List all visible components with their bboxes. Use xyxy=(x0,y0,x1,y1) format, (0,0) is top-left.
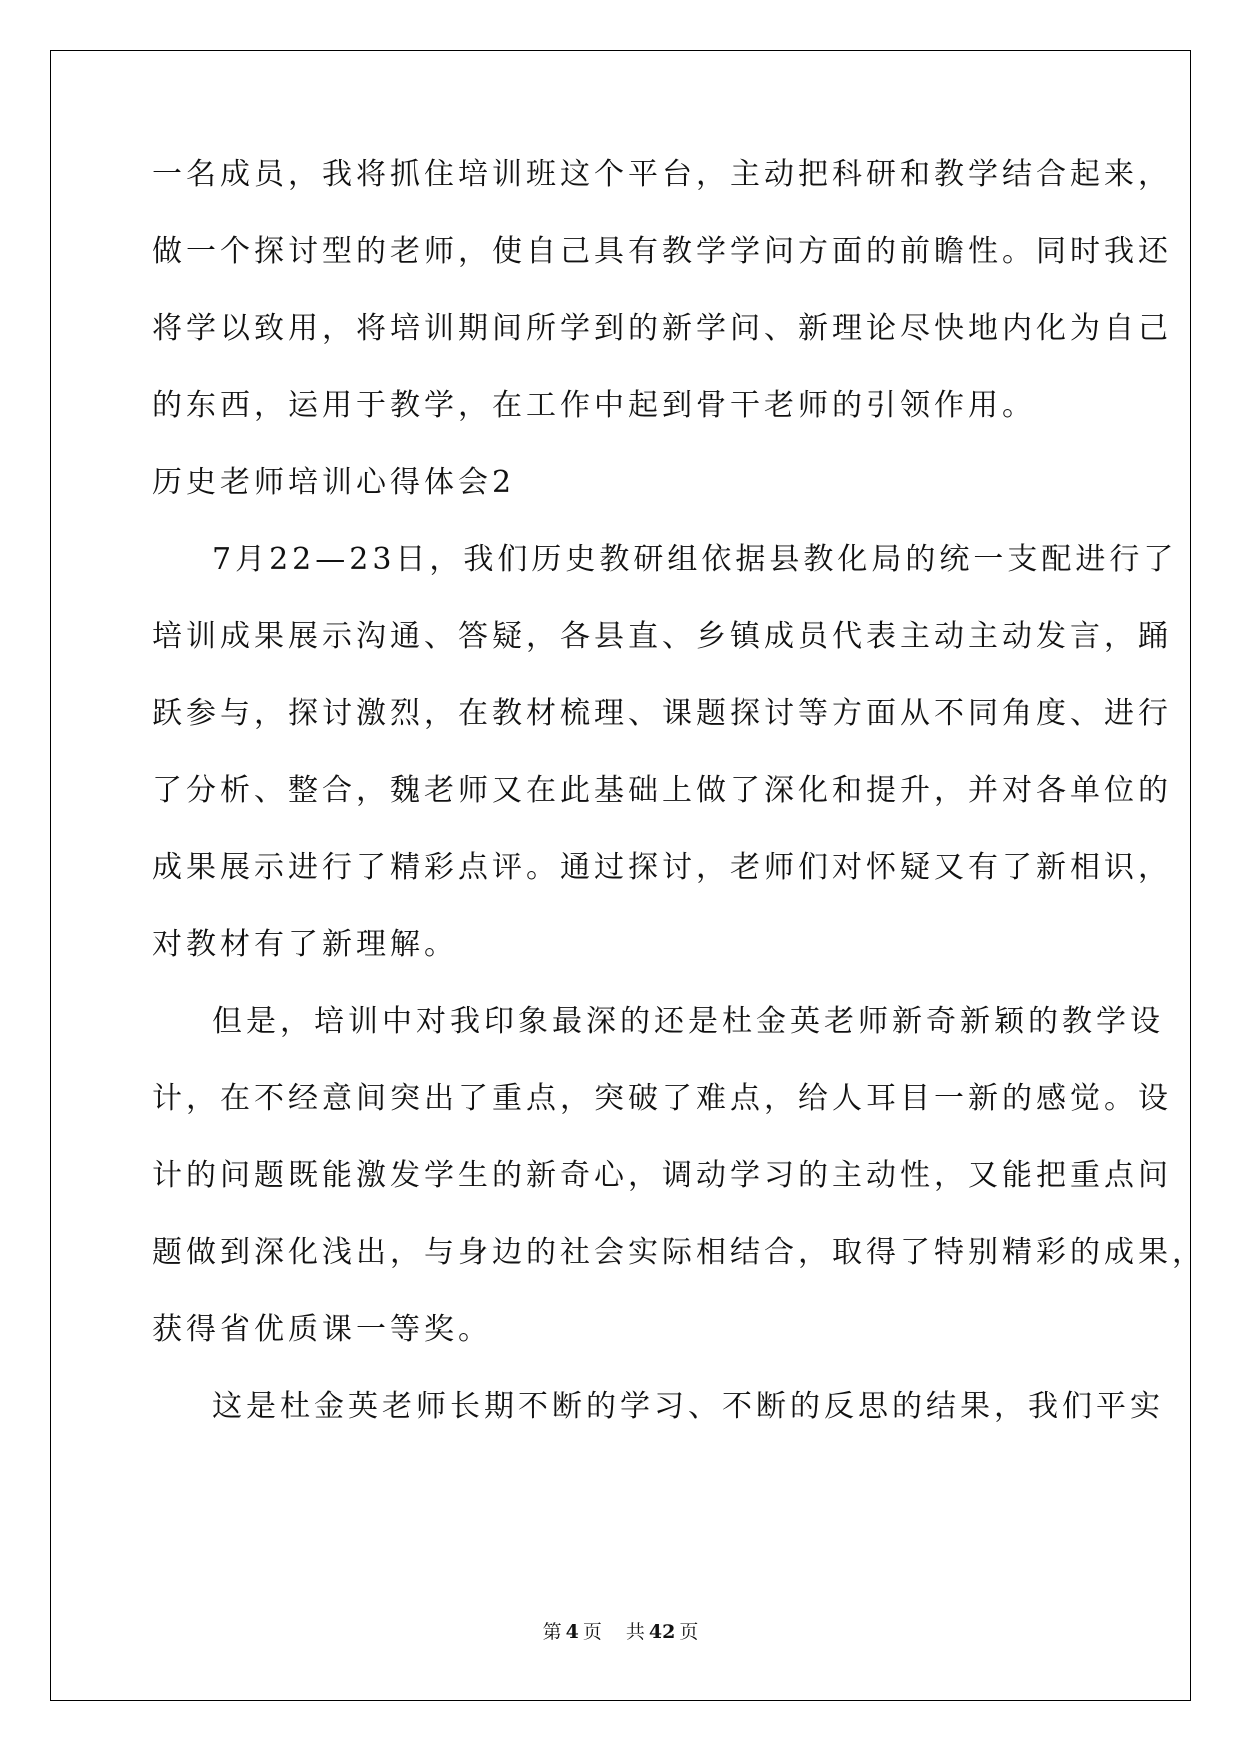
text-line-14: 计的问题既能激发学生的新奇心，调动学习的主动性，又能把重点问 xyxy=(152,1158,1172,1193)
text-line-1: 一名成员，我将抓住培训班这个平台，主动把科研和教学结合起来， xyxy=(152,157,1172,192)
text-line-10: 成果展示进行了精彩点评。通过探讨，老师们对怀疑又有了新相识， xyxy=(152,850,1172,885)
footer-total-suffix: 页 xyxy=(679,1621,699,1643)
text-line-9: 了分析、整合，魏老师又在此基础上做了深化和提升，并对各单位的 xyxy=(152,773,1172,808)
text-line-4: 的东西，运用于教学，在工作中起到骨干老师的引领作用。 xyxy=(152,388,1036,423)
text-line-17: 这是杜金英老师长期不断的学习、不断的反思的结果，我们平实 xyxy=(212,1389,1164,1424)
footer-total-prefix: 共 xyxy=(625,1621,645,1643)
text-line-8: 跃参与，探讨激烈，在教材梳理、课题探讨等方面从不同角度、进行 xyxy=(152,696,1172,731)
text-line-6: 7月22—23日，我们历史教研组依据县教化局的统一支配进行了 xyxy=(212,542,1178,577)
text-line-3: 将学以致用，将培训期间所学到的新学问、新理论尽快地内化为自己 xyxy=(152,311,1172,346)
text-line-7: 培训成果展示沟通、答疑，各县直、乡镇成员代表主动主动发言，踊 xyxy=(152,619,1172,654)
text-line-16: 获得省优质课一等奖。 xyxy=(152,1312,492,1347)
text-line-15: 题做到深化浅出，与身边的社会实际相结合，取得了特别精彩的成果， xyxy=(152,1235,1206,1270)
footer-page-suffix: 页 xyxy=(582,1621,602,1643)
section-heading: 历史老师培训心得体会2 xyxy=(152,465,516,500)
text-line-11: 对教材有了新理解。 xyxy=(152,927,458,962)
total-pages: 42 xyxy=(648,1621,676,1643)
text-line-2: 做一个探讨型的老师，使自己具有教学学问方面的前瞻性。同时我还 xyxy=(152,234,1172,269)
page-footer xyxy=(0,1620,1241,1644)
footer-prefix: 第 xyxy=(542,1621,562,1643)
text-line-13: 计，在不经意间突出了重点，突破了难点，给人耳目一新的感觉。设 xyxy=(152,1081,1172,1116)
text-line-12: 但是，培训中对我印象最深的还是杜金英老师新奇新颖的教学设 xyxy=(212,1004,1164,1039)
page-number: 4 xyxy=(565,1621,579,1643)
